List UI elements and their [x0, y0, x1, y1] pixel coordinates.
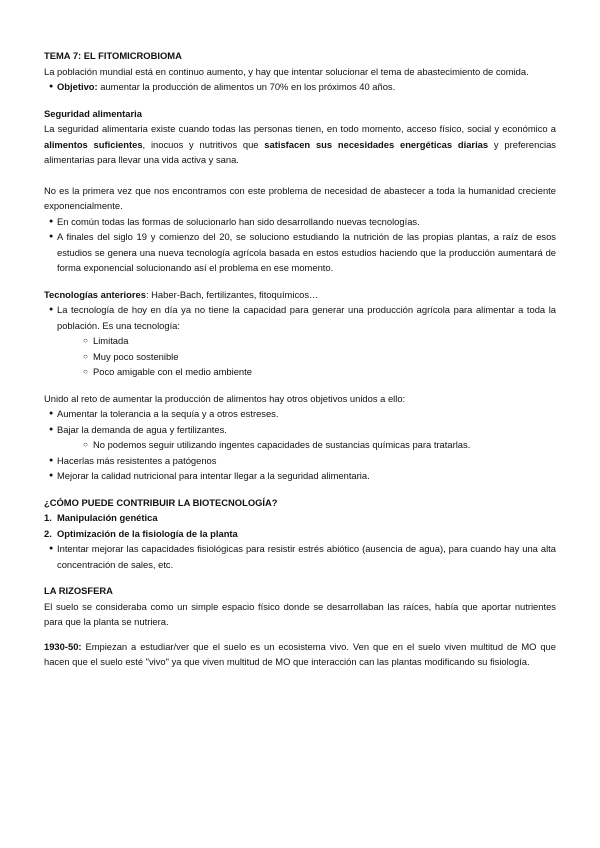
- list-item-objetivo: [44, 79, 556, 95]
- list-item: [44, 541, 556, 572]
- bullet-icon: ●: [49, 233, 54, 240]
- sub-list-item-text: Muy poco sostenible: [93, 350, 179, 362]
- bullet-icon: ●: [49, 83, 54, 90]
- rizosfera-paragraph: El suelo se consideraba como un simple espacio físico donde se desarrollaban las raíces, había que aportar nutrientes para que la planta se nutriera.: [44, 600, 556, 627]
- tecnologias-label: Tecnologías anteriores: [44, 288, 146, 300]
- intro-paragraph: La población mundial está en continuo aumento, y hay que intentar solucionar el tema de abastecimiento de comida.: [44, 65, 529, 77]
- list-item: [44, 229, 556, 276]
- list-item: [44, 422, 556, 438]
- date-label: 1930-50:: [44, 640, 82, 652]
- list-item-text: Hacerlas más resistentes a patógenos: [57, 454, 217, 466]
- circle-bullet-icon: ○: [83, 367, 88, 376]
- sub-list-item-text: No podemos seguir utilizando ingentes capacidades de sustancias químicas para tratarlas.: [93, 439, 471, 450]
- list-item: [44, 453, 556, 469]
- document-page: [44, 48, 556, 670]
- list-item-text: Bajar la demanda de agua y fertilizantes.: [57, 423, 227, 435]
- tecnologias-text: : Haber-Bach, fertilizantes, fitoquímicos…: [145, 288, 319, 300]
- list-item: [44, 302, 556, 333]
- text-span: y preferencias alimentarias para llevar una vida activa y sana.: [44, 138, 556, 165]
- list-item: [44, 468, 556, 484]
- paragraph-exponencial: No es la primera vez que nos encontramos con este problema de necesidad de abastecer a toda la humanidad creciente exponencialmente.: [44, 184, 556, 211]
- bullet-icon: ●: [49, 472, 54, 479]
- text-span: La seguridad alimentaria existe cuando todas las personas tienen, en todo momento, acceso físico, social y económico a: [44, 123, 556, 134]
- list-item-text: Intentar mejorar las capacidades fisiológicas para resistir estrés abiótico (ausencia de agua), para cuando hay una alta concentración de sales, etc.: [57, 543, 556, 570]
- section-title-seguridad: Seguridad alimentaria: [44, 107, 142, 119]
- list-item-text: Mejorar la calidad nutricional para intentar llegar a la seguridad alimentaria.: [57, 470, 370, 481]
- list-item: [44, 406, 556, 422]
- history-text: Empiezan a estudiar/ver que el suelo es un ecosistema vivo. Ven que en el suelo viven multitud de MO que hacen que el suelo esté "vivo" ya que viven multitud de MO que interacción can las plantas modificando su fisiología.: [44, 640, 556, 667]
- objective-text: aumentar la producción de alimentos un 70% en los próximos 40 años.: [97, 81, 396, 92]
- list-item-text: Aumentar la tolerancia a la sequía y a otros estreses.: [57, 408, 279, 419]
- sub-list-item-text: Poco amigable con el medio ambiente: [93, 366, 252, 377]
- list-item-text: En común todas las formas de solucionarlo han sido desarrollando nuevas tecnologías.: [57, 215, 420, 227]
- circle-bullet-icon: ○: [83, 336, 88, 345]
- tecnologias-line: [44, 287, 556, 303]
- numbered-item: [44, 526, 556, 542]
- bullet-icon: ●: [49, 306, 54, 313]
- history-paragraph: [44, 639, 556, 670]
- item-number: 2.: [44, 527, 52, 539]
- sub-list-item: [44, 333, 556, 349]
- list-item-text: La tecnología de hoy en día ya no tiene la capacidad para generar una producción agrícola para alimentar a toda la población. Es una tecnología:: [57, 304, 556, 331]
- item-number: 1.: [44, 512, 52, 523]
- objetivos-intro: Unido al reto de aumentar la producción de alimentos hay otros objetivos unidos a ello:: [44, 392, 406, 404]
- bullet-icon: ●: [49, 425, 54, 433]
- text-span: , inocuos y nutritivos que: [142, 138, 265, 150]
- seguridad-paragraph: [44, 121, 556, 168]
- sub-list-item-text: Limitada: [93, 335, 129, 346]
- bullet-icon: ●: [49, 545, 54, 552]
- objective-label: Objetivo:: [57, 81, 98, 92]
- numbered-item-text: Optimización de la fisiología de la planta: [57, 527, 238, 539]
- bullet-icon: ●: [49, 456, 54, 464]
- sub-list-item: [44, 437, 556, 453]
- circle-bullet-icon: ○: [83, 440, 88, 449]
- bullet-icon: ●: [49, 217, 54, 225]
- bold-span: satisfacen sus necesidades energéticas diarias: [264, 138, 489, 150]
- bullet-icon: ●: [49, 410, 54, 417]
- sub-list-item: [44, 349, 556, 365]
- numbered-item: [44, 510, 556, 526]
- bold-span: alimentos suficientes: [44, 138, 143, 150]
- sub-list-item: [44, 364, 556, 380]
- section-title-fitomicrobioma: TEMA 7: EL FITOMICROBIOMA: [44, 50, 182, 61]
- section-title-biotecnologia: ¿CÓMO PUEDE CONTRIBUIR LA BIOTECNOLOGÍA?: [44, 496, 278, 508]
- list-item: [44, 214, 556, 230]
- section-title-rizosfera: LA RIZOSFERA: [44, 585, 113, 596]
- circle-bullet-icon: ○: [83, 351, 88, 361]
- numbered-item-text: Manipulación genética: [57, 512, 158, 523]
- list-item-text: A finales del siglo 19 y comienzo del 20, se soluciono estudiando la nutrición de las propias plantas, a raíz de esos estudios se genera una nueva tecnología agrícola basada en estos estudios haciendo que la producción aumentará de forma exponencial solucionando así el problema en ese momento.: [57, 231, 556, 273]
